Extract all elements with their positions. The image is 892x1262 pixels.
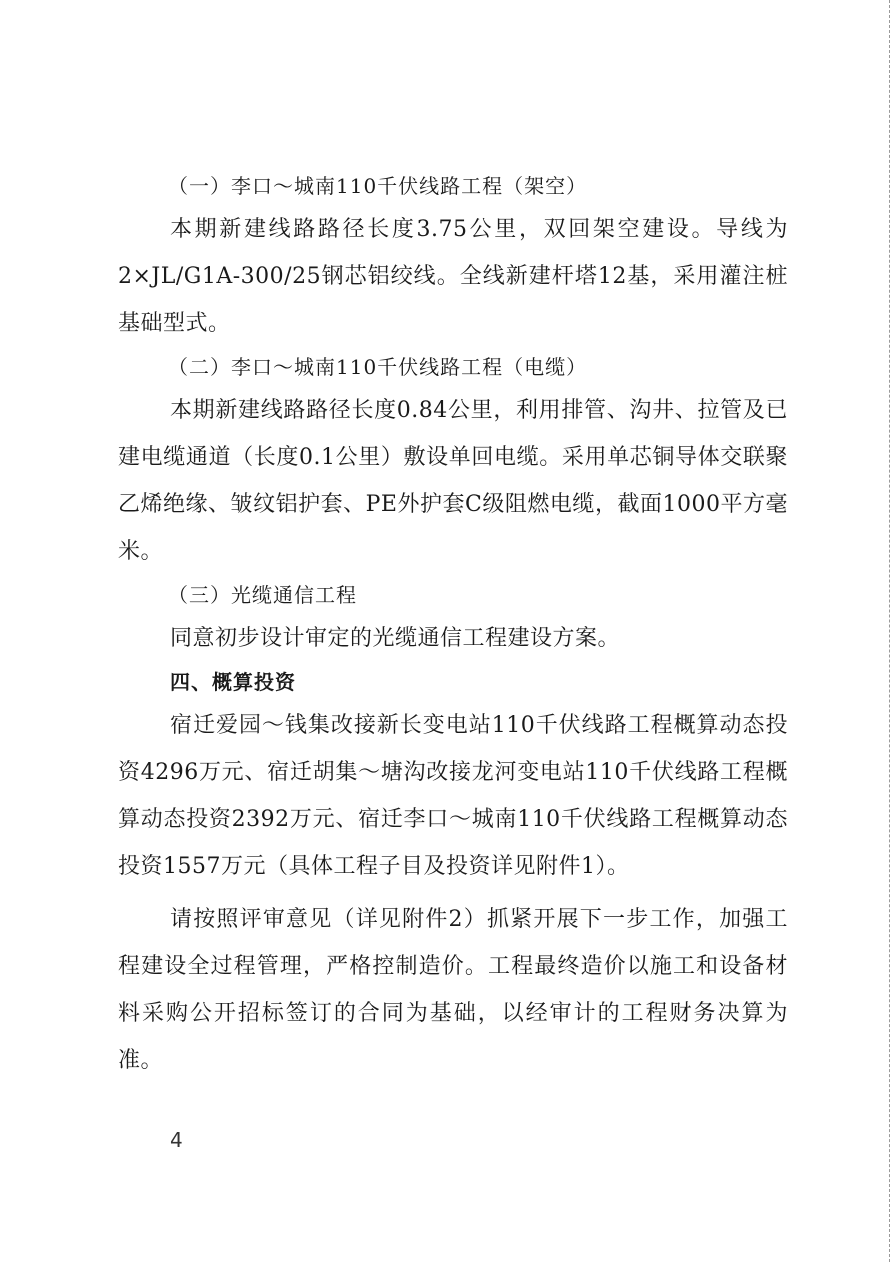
page-edge-line — [888, 0, 890, 1262]
page-number: 4 — [170, 1128, 183, 1152]
subsection-heading-1: （一）李口～城南110千伏线路工程（架空） — [168, 174, 588, 198]
subsection-text-3: 同意初步设计审定的光缆通信工程建设方案。 — [170, 626, 621, 651]
subsection-text-2: 本期新建线路路径长度0.84公里，利用排管、沟井、拉管及已建电缆通道（长度0.1公里）敷设单回电缆。采用单芯铜导体交联聚乙烯绝缘、皱纹铝护套、PE外护套C级阻燃电缆，截面1000平方毫米。 — [118, 398, 788, 564]
subsection-heading-2: （二）李口～城南110千伏线路工程（电缆） — [168, 355, 588, 379]
budget-paragraph-2: 请按照评审意见（详见附件2）抓紧开展下一步工作，加强工程建设全过程管理，严格控制造价。工程最终造价以施工和设备材料采购公开招标签订的合同为基础，以经审计的工程财务决算为准。 — [118, 907, 788, 1073]
budget-paragraph-1: 宿迁爱园～钱集改接新长变电站110千伏线路工程概算动态投资4296万元、宿迁胡集～塘沟改接龙河变电站110千伏线路工程概算动态投资2392万元、宿迁李口～城南110千伏线路工程概算动态投资1557万元（具体工程子目及投资详见附件1）。 — [118, 713, 788, 879]
subsection-text-1: 本期新建线路路径长度3.75公里，双回架空建设。导线为2×JL/G1A-300/25钢芯铝绞线。全线新建杆塔12基，采用灌注桩基础型式。 — [118, 217, 788, 336]
section-heading-budget: 四、概算投资 — [170, 670, 296, 694]
document-body — [118, 166, 788, 1084]
subsection-heading-3: （三）光缆通信工程 — [168, 583, 357, 607]
